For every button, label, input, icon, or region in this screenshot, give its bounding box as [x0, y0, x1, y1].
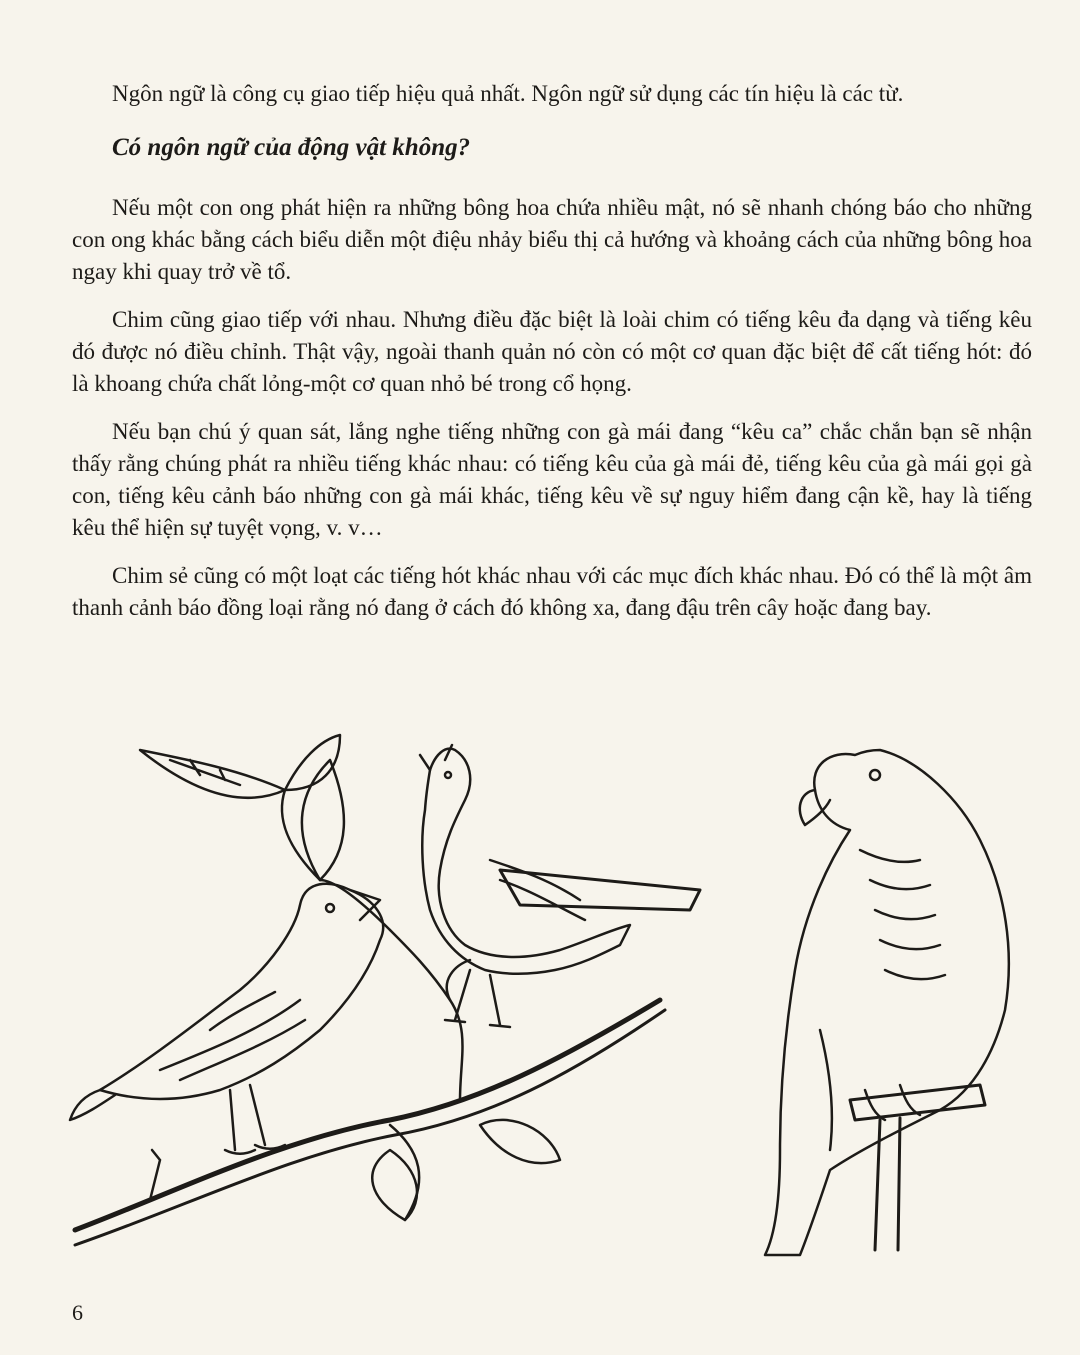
birds-illustration — [60, 730, 1020, 1260]
parrot — [765, 750, 1009, 1255]
paragraph-intro: Ngôn ngữ là công cụ giao tiếp hiệu quả nhất. Ngôn ngữ sử dụng các tín hiệu là các từ. — [112, 81, 904, 106]
sparrow-left — [70, 884, 383, 1154]
page-number: 6 — [72, 1300, 83, 1325]
text-block — [72, 78, 1032, 640]
paragraph-birds: Chim cũng giao tiếp với nhau. Nhưng điều đặc biệt là loài chim có tiếng kêu đa dạng và tiếng kêu đó được nó điều chỉnh. Thật vậy, ngoài thanh quản nó còn có một cơ quan đặc biệt để cất tiếng hót: đó là khoang chứa chất lỏng-một cơ quan nhỏ bé trong cổ họng. — [72, 307, 1032, 396]
paragraph-hens: Nếu bạn chú ý quan sát, lắng nghe tiếng những con gà mái đang “kêu ca” chắc chắn bạn sẽ nhận thấy rằng chúng phát ra nhiều tiếng khác nhau: có tiếng kêu của gà mái đẻ, tiếng kêu của gà mái gọi gà con, tiếng kêu cảnh báo những con gà mái khác, tiếng kêu về sự nguy hiểm đang cận kề, hay là tiếng kêu thể hiện sự tuyệt vọng, v. v… — [72, 419, 1032, 540]
paragraph-sparrows: Chim sẻ cũng có một loạt các tiếng hót khác nhau với các mục đích khác nhau. Đó có thể là một âm thanh cảnh báo đồng loại rằng nó đang ở cách đó không xa, đang đậu trên cây hoặc đang bay. — [72, 563, 1032, 620]
paragraph-bees: Nếu một con ong phát hiện ra những bông hoa chứa nhiều mật, nó sẽ nhanh chóng báo cho những con ong khác bằng cách biểu diễn một điệu nhảy biểu thị cả hướng và khoảng cách của những bông hoa ngay khi quay trở về tổ. — [72, 195, 1032, 284]
leaves — [140, 735, 560, 1220]
branch-left — [75, 790, 700, 1245]
birds-drawing — [60, 730, 1020, 1260]
singing-bird — [420, 745, 630, 1027]
section-heading: Có ngôn ngữ của động vật không? — [112, 134, 471, 161]
